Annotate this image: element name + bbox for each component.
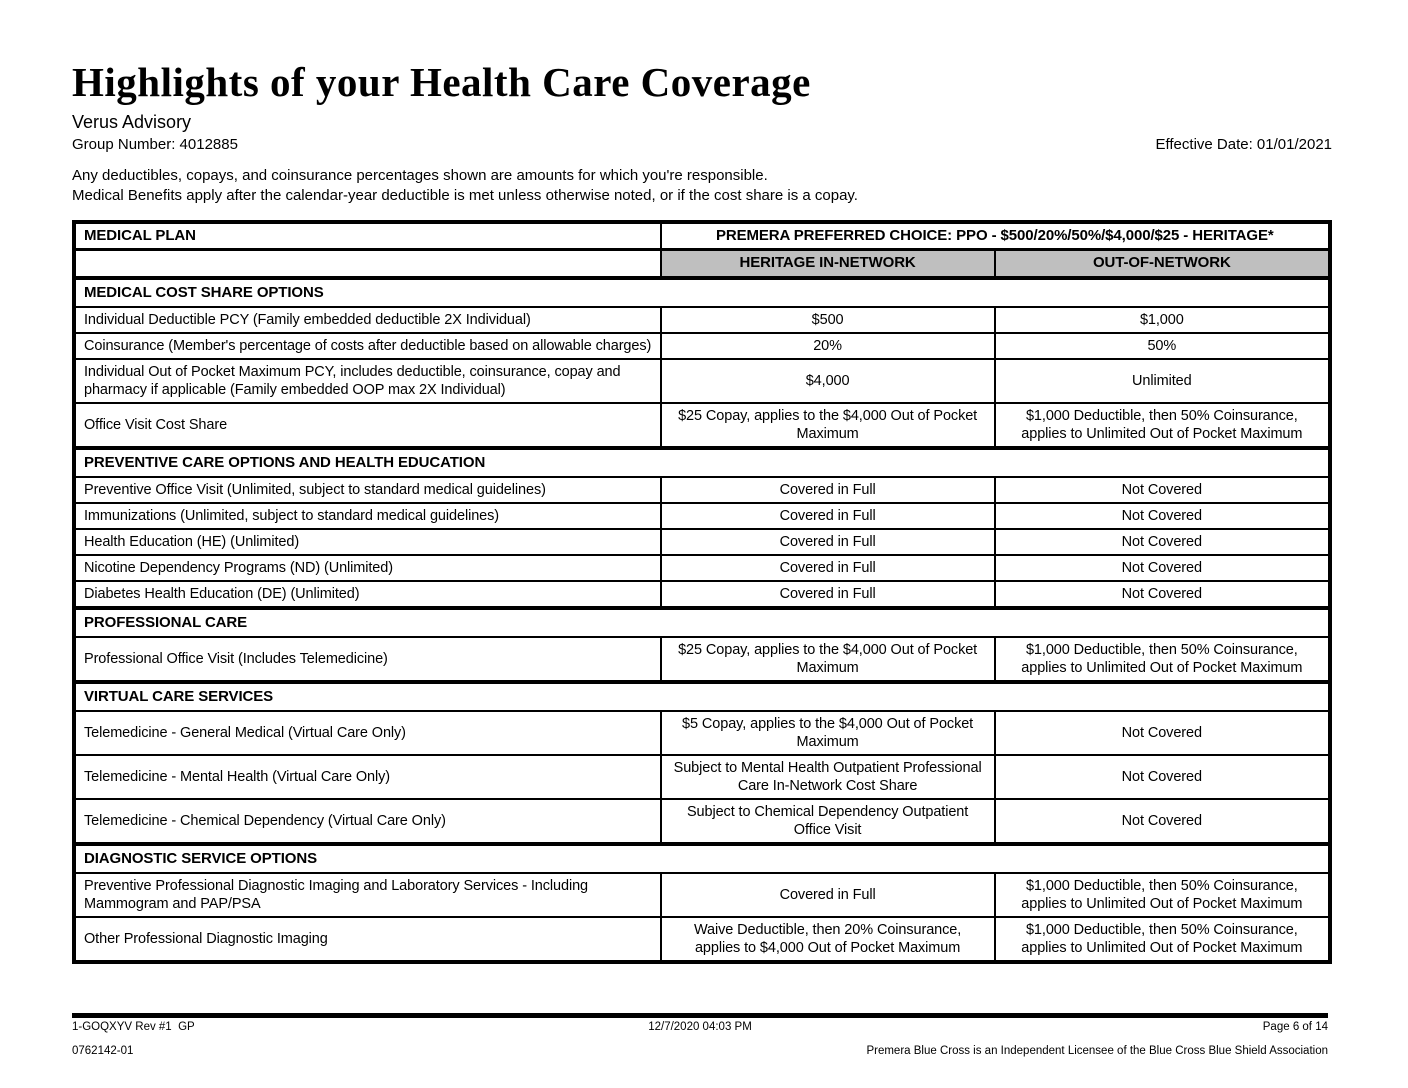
benefit-label-cell: Telemedicine - Mental Health (Virtual Care Only) [74,755,661,799]
benefit-label-cell: Health Education (HE) (Unlimited) [74,529,661,555]
section-heading: VIRTUAL CARE SERVICES [74,682,1330,711]
section-heading: PROFESSIONAL CARE [74,608,1330,637]
empty-header-cell [74,250,661,278]
table-row [74,917,1330,962]
section-header-row [74,448,1330,477]
section-header-row [74,608,1330,637]
in-network-value-cell: $4,000 [661,359,995,403]
table-row [74,529,1330,555]
benefit-label-cell: Nicotine Dependency Programs (ND) (Unlimited) [74,555,661,581]
table-row [74,755,1330,799]
benefit-label-cell: Individual Out of Pocket Maximum PCY, includes deductible, coinsurance, copay and pharmacy if applicable (Family embedded OOP max 2X Individual) [74,359,661,403]
out-of-network-value-cell: $1,000 Deductible, then 50% Coinsurance, applies to Unlimited Out of Pocket Maximum [995,637,1330,682]
page-footer [72,1013,1328,1058]
in-network-value-cell: 20% [661,333,995,359]
out-of-network-value-cell: Not Covered [995,503,1330,529]
out-of-network-value-cell: Not Covered [995,799,1330,844]
benefit-label-cell: Preventive Professional Diagnostic Imaging and Laboratory Services - Including Mammogram and PAP/PSA [74,873,661,917]
footer-divider [72,1013,1328,1018]
table-row [74,555,1330,581]
benefit-label-cell: Individual Deductible PCY (Family embedded deductible 2X Individual) [74,307,661,333]
table-row [74,359,1330,403]
section-heading: MEDICAL COST SHARE OPTIONS [74,278,1330,307]
out-of-network-value-cell: $1,000 Deductible, then 50% Coinsurance, applies to Unlimited Out of Pocket Maximum [995,917,1330,962]
in-network-value-cell: Waive Deductible, then 20% Coinsurance, applies to $4,000 Out of Pocket Maximum [661,917,995,962]
out-of-network-value-cell: $1,000 [995,307,1330,333]
network-header-row [74,250,1330,278]
table-row [74,503,1330,529]
benefit-label-cell: Professional Office Visit (Includes Telemedicine) [74,637,661,682]
footer-row-1 [72,1021,1328,1034]
out-of-network-value-cell: Not Covered [995,581,1330,608]
benefit-label-cell: Diabetes Health Education (DE) (Unlimited) [74,581,661,608]
section-heading: DIAGNOSTIC SERVICE OPTIONS [74,844,1330,873]
table-row [74,581,1330,608]
in-network-value-cell: Covered in Full [661,503,995,529]
table-row [74,637,1330,682]
in-network-value-cell: Subject to Mental Health Outpatient Professional Care In-Network Cost Share [661,755,995,799]
in-network-value-cell: Subject to Chemical Dependency Outpatient Office Visit [661,799,995,844]
footer-page-number: Page 6 of 14 [1262,1021,1328,1033]
section-header-row [74,682,1330,711]
table-row [74,799,1330,844]
table-row [74,333,1330,359]
plan-header-row [74,222,1330,250]
intro-paragraph [72,166,1332,206]
table-row [74,711,1330,755]
benefit-label-cell: Immunizations (Unlimited, subject to standard medical guidelines) [74,503,661,529]
benefit-label-cell: Telemedicine - General Medical (Virtual Care Only) [74,711,661,755]
in-network-value-cell: Covered in Full [661,555,995,581]
in-network-value-cell: $25 Copay, applies to the $4,000 Out of Pocket Maximum [661,403,995,448]
effective-date: Effective Date: 01/01/2021 [1155,136,1332,154]
group-number: Group Number: 4012885 [72,136,238,154]
in-network-value-cell: Covered in Full [661,477,995,503]
out-of-network-value-cell: Unlimited [995,359,1330,403]
out-of-network-value-cell: 50% [995,333,1330,359]
benefit-label-cell: Preventive Office Visit (Unlimited, subject to standard medical guidelines) [74,477,661,503]
out-of-network-value-cell: Not Covered [995,529,1330,555]
section-header-row [74,844,1330,873]
out-of-network-value-cell: Not Covered [995,477,1330,503]
in-network-value-cell: $5 Copay, applies to the $4,000 Out of Pocket Maximum [661,711,995,755]
benefits-table [72,220,1332,964]
page-content [72,60,1332,964]
footer-licensee-note: Premera Blue Cross is an Independent Licensee of the Blue Cross Blue Shield Association [866,1045,1328,1057]
medical-plan-label: MEDICAL PLAN [74,222,661,250]
intro-line-2: Medical Benefits apply after the calendar-year deductible is met unless otherwise noted, or if the cost share is a copay. [72,187,858,205]
benefit-label-cell: Telemedicine - Chemical Dependency (Virtual Care Only) [74,799,661,844]
footer-timestamp: 12/7/2020 04:03 PM [648,1021,752,1033]
in-network-value-cell: $500 [661,307,995,333]
meta-row [72,136,1332,154]
section-header-row [74,278,1330,307]
out-of-network-value-cell: Not Covered [995,711,1330,755]
out-of-network-value-cell: Not Covered [995,755,1330,799]
table-row [74,307,1330,333]
footer-doc-code: 1-GOQXYV Rev #1 GP [72,1021,195,1033]
in-network-value-cell: Covered in Full [661,529,995,555]
plan-name: PREMERA PREFERRED CHOICE: PPO - $500/20%/50%/$4,000/$25 - HERITAGE* [661,222,1330,250]
in-network-value-cell: Covered in Full [661,581,995,608]
benefit-label-cell: Coinsurance (Member's percentage of costs after deductible based on allowable charges) [74,333,661,359]
footer-form-number: 0762142-01 [72,1045,134,1057]
table-row [74,873,1330,917]
table-row [74,477,1330,503]
section-heading: PREVENTIVE CARE OPTIONS AND HEALTH EDUCATION [74,448,1330,477]
benefit-label-cell: Other Professional Diagnostic Imaging [74,917,661,962]
table-row [74,403,1330,448]
out-of-network-value-cell: $1,000 Deductible, then 50% Coinsurance, applies to Unlimited Out of Pocket Maximum [995,403,1330,448]
page-title: Highlights of your Health Care Coverage [72,59,811,105]
intro-line-1: Any deductibles, copays, and coinsurance percentages shown are amounts for which you're responsible. [72,167,768,185]
column-header-out-of-network: OUT-OF-NETWORK [995,250,1330,278]
footer-row-2 [72,1045,1328,1058]
company-name: Verus Advisory [72,112,192,133]
benefits-table-body [74,278,1330,962]
out-of-network-value-cell: Not Covered [995,555,1330,581]
in-network-value-cell: $25 Copay, applies to the $4,000 Out of Pocket Maximum [661,637,995,682]
benefit-label-cell: Office Visit Cost Share [74,403,661,448]
out-of-network-value-cell: $1,000 Deductible, then 50% Coinsurance, applies to Unlimited Out of Pocket Maximum [995,873,1330,917]
column-header-in-network: HERITAGE IN-NETWORK [661,250,995,278]
in-network-value-cell: Covered in Full [661,873,995,917]
